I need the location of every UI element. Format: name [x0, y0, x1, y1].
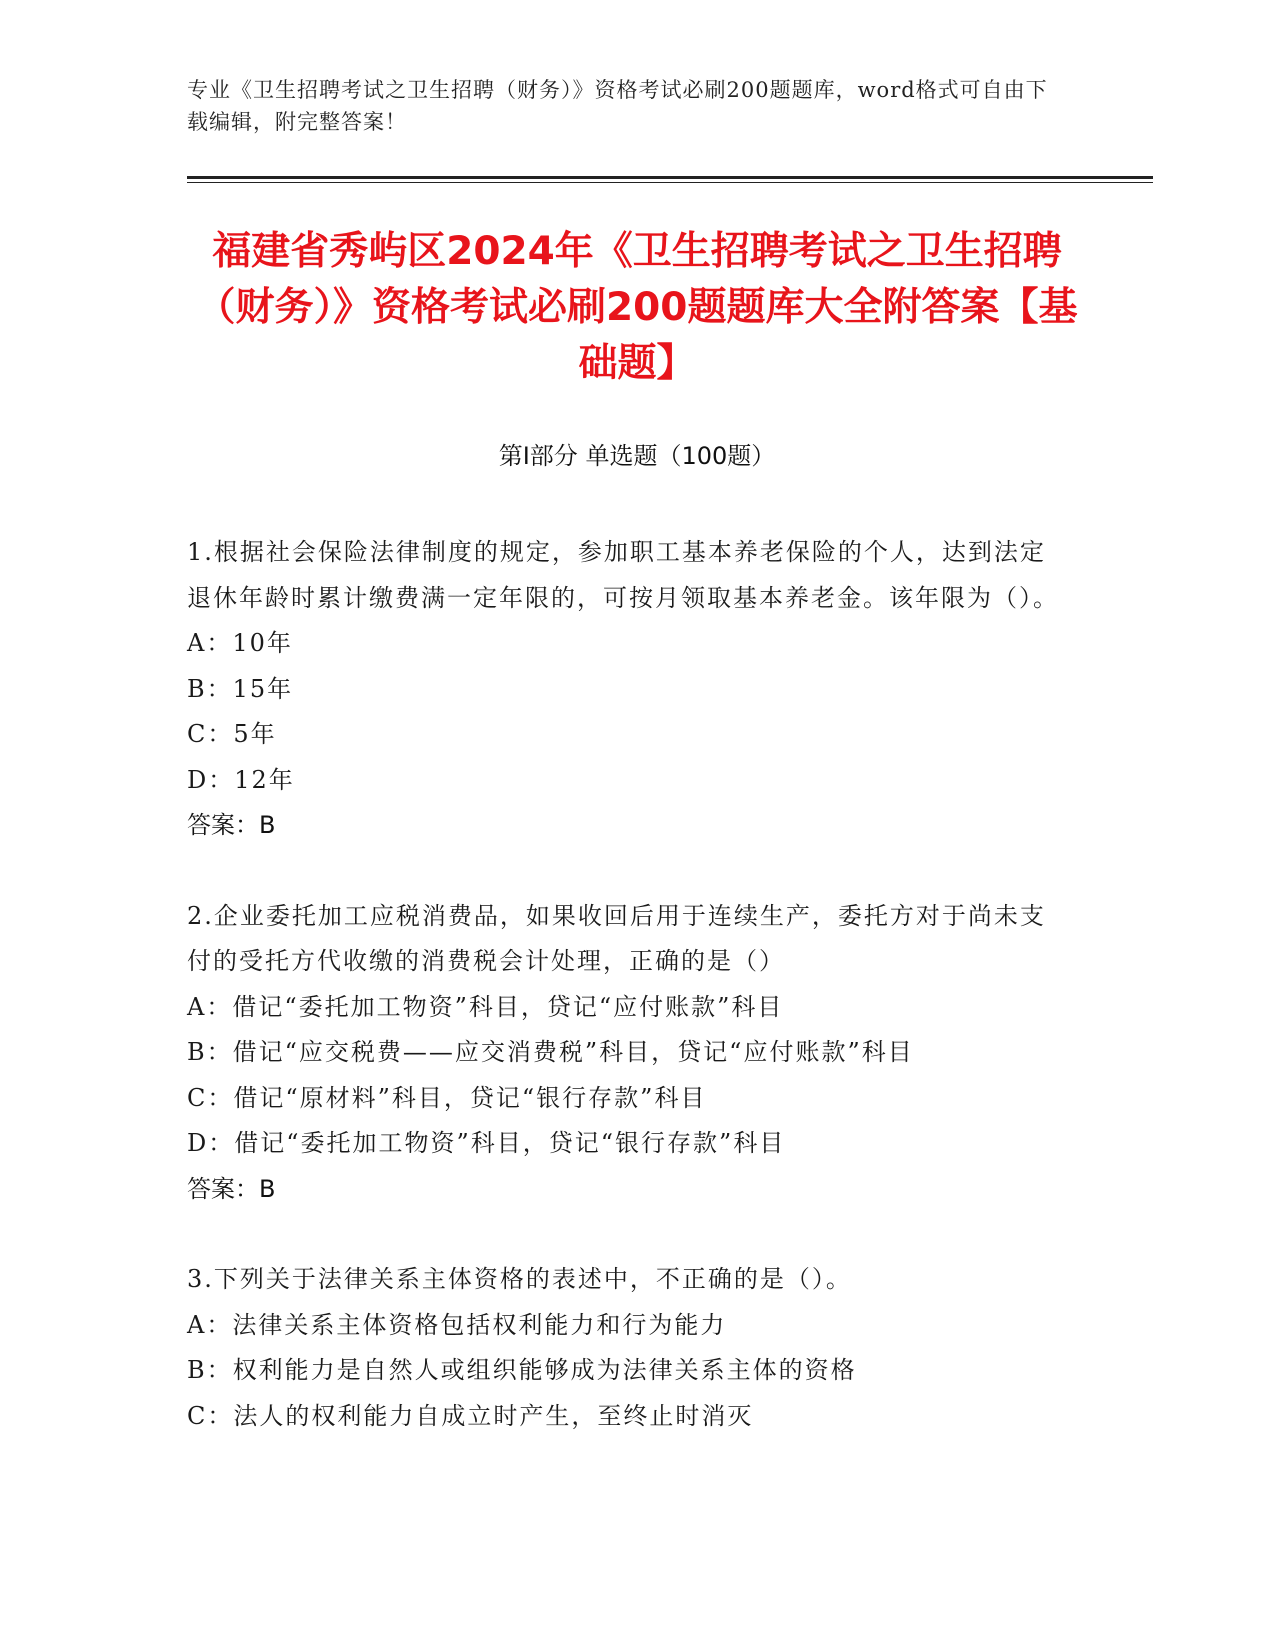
- option-b: B：15年: [187, 674, 294, 703]
- question-stem: 3.下列关于法律关系主体资格的表述中，不正确的是（）。: [187, 1265, 852, 1293]
- section-heading: 第Ⅰ部分 单选题（100题）: [498, 442, 776, 470]
- option-d: D：借记“委托加工物资”科目，贷记“银行存款”科目: [187, 1129, 786, 1157]
- question-2: [187, 894, 1067, 1213]
- answer: 答案：B: [187, 811, 276, 839]
- header-rule-thick: [187, 176, 1153, 179]
- question-stem: 1.根据社会保险法律制度的规定，参加职工基本养老保险的个人，达到法定退休年龄时累计缴费满一定年限的，可按月领取基本养老金。该年限为（）。: [187, 538, 1059, 612]
- question-stem: 2.企业委托加工应税消费品，如果收回后用于连续生产，委托方对于尚未支付的受托方代收缴的消费税会计处理，正确的是（）: [187, 901, 1046, 975]
- header-rule-thin: [187, 182, 1153, 183]
- option-a: A：借记“委托加工物资”科目，贷记“应付账款”科目: [187, 992, 784, 1021]
- option-d: D：12年: [187, 765, 295, 794]
- option-b: B：权利能力是自然人或组织能够成为法律关系主体的资格: [187, 1356, 857, 1384]
- option-a: A：法律关系主体资格包括权利能力和行为能力: [187, 1310, 727, 1339]
- header-note: 专业《卫生招聘考试之卫生招聘（财务）》资格考试必刷200题题库，word格式可自由下载编辑，附完整答案！: [187, 78, 1048, 134]
- option-b: B：借记“应交税费——应交消费税”科目，贷记“应付账款”科目: [187, 1038, 914, 1066]
- question-3: [187, 1257, 1067, 1439]
- option-c: C：法人的权利能力自成立时产生，至终止时消灭: [187, 1401, 754, 1430]
- question-list: [187, 530, 1067, 1484]
- document-title: 福建省秀屿区2024年《卫生招聘考试之卫生招聘（财务）》资格考试必刷200题题库大全附答案【基础题】: [196, 229, 1078, 386]
- option-c: C：5年: [187, 720, 277, 748]
- option-c: C：借记“原材料”科目，贷记“银行存款”科目: [187, 1083, 707, 1112]
- question-1: [187, 530, 1067, 849]
- option-a: A：10年: [187, 629, 293, 657]
- answer: 答案：B: [187, 1174, 276, 1203]
